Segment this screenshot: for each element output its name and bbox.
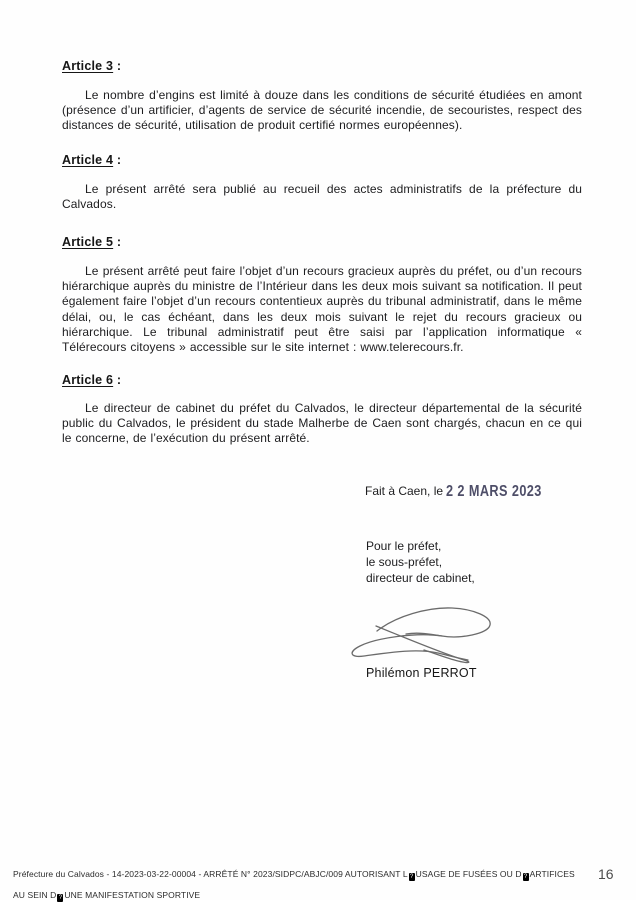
signature-role-line-3: directeur de cabinet, — [366, 571, 475, 585]
page-number: 16 — [598, 866, 614, 882]
handwritten-signature — [346, 604, 498, 671]
signature-role-line-1: Pour le préfet, — [366, 539, 442, 553]
article-6-body: Le directeur de cabinet du préfet du Calvados, le directeur départemental de la sécurité public du Calvados, le président du stade Malherbe de Caen sont chargés, chacun en ce qui le concerne, de l’exécution du présent arrêté. — [62, 401, 582, 446]
article-5-heading-label: Article 5 — [62, 235, 114, 249]
article-5-body: Le présent arrêté peut faire l’objet d’un recours gracieux auprès du préfet, ou d’un recours hiérarchique auprès du ministre de l’Intérieur dans les deux mois suivant sa notification. Il peut également faire l’objet d’un recours contentieux auprès du tribunal administratif, dans le même délai, ou, le cas échéant, dans les deux mois suivant le rejet du recours gracieux ou hiérarchique. Le tribunal administratif peut être saisi par l’application informatique « Télérecours citoyens » accessible sur le site internet : www.telerecours.fr. — [62, 264, 582, 355]
footer-reference-line-1: Préfecture du Calvados - 14-2023-03-22-00004 - ARRÊTÉ N° 2023/SIDPC/ABJC/009 AUTORISANT L ? USAGE DE FUSÉES OU D ? ARTIFICES — [13, 869, 575, 880]
article-4-heading-colon: : — [113, 153, 122, 167]
dateline — [365, 483, 563, 501]
article-4-heading-label: Article 4 — [62, 153, 114, 167]
missing-glyph-box: ? — [409, 874, 414, 880]
article-5-heading — [62, 235, 582, 249]
article-4-body: Le présent arrêté sera publié au recueil des actes administratifs de la préfecture du Calvados. — [62, 182, 582, 212]
article-5-heading-colon: : — [113, 235, 122, 249]
article-3-body: Le nombre d’engins est limité à douze dans les conditions de sécurité étudiées en amont (présence d’un artificier, d’agents de service de sécurité incendie, de secouristes, respect des distances de sécurité, utilisation de produit certifié normes européennes). — [62, 88, 582, 133]
signature-scribble-icon — [346, 604, 498, 666]
article-6-heading-colon: : — [113, 373, 122, 387]
article-6-heading-label: Article 6 — [62, 373, 114, 387]
dateline-prefix: Fait à Caen, le — [365, 484, 447, 498]
footer-reference-line-2: AU SEIN D ? UNE MANIFESTATION SPORTIVE — [13, 890, 201, 901]
date-stamp: 2 2 MARS 2023 — [446, 483, 543, 500]
signature-role-line-2: le sous-préfet, — [366, 555, 443, 569]
article-4-heading — [62, 153, 582, 167]
article-3-heading-label: Article 3 — [62, 59, 114, 73]
missing-glyph-box: ? — [523, 874, 528, 880]
article-3-heading — [62, 59, 582, 73]
missing-glyph-box: ? — [58, 895, 63, 901]
article-6-heading — [62, 373, 582, 387]
article-3-heading-colon: : — [113, 59, 122, 73]
signature-role-block — [366, 538, 475, 586]
signer-name: Philémon PERROT — [366, 666, 477, 680]
